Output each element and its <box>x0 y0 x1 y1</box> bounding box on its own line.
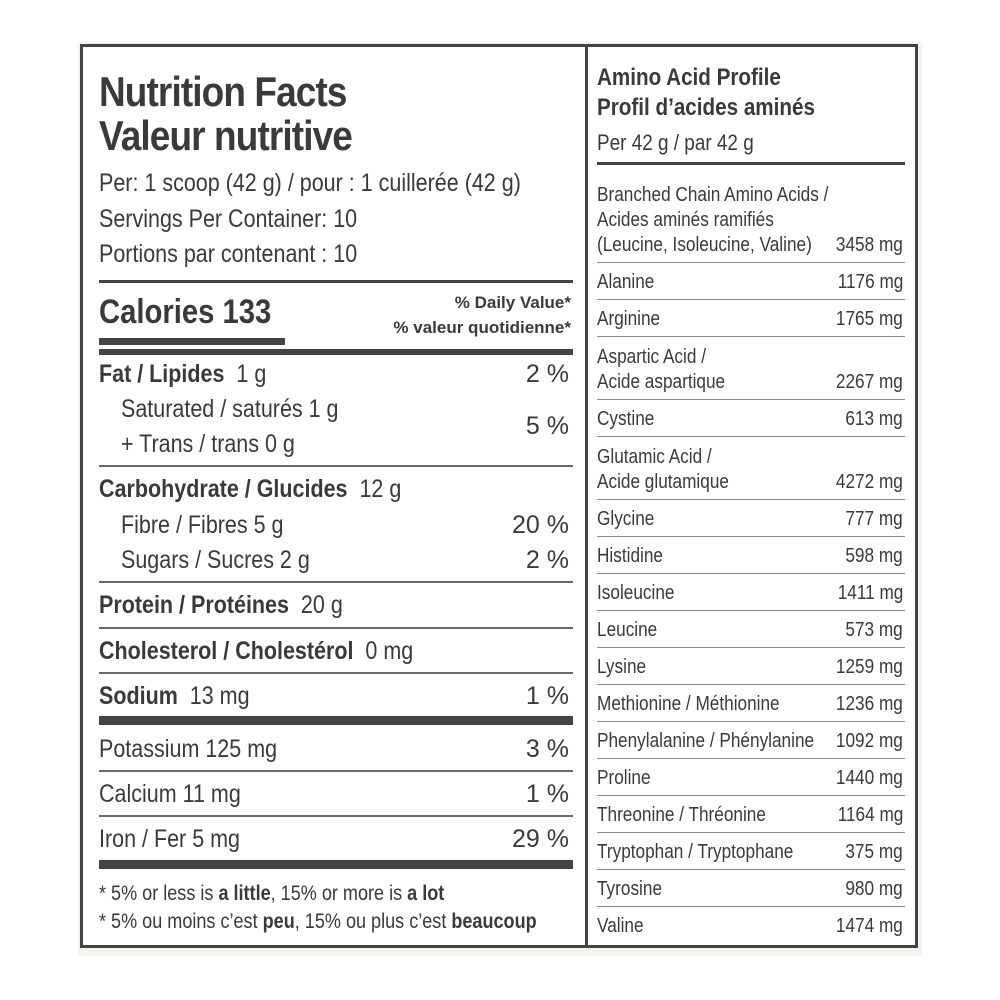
amino-value: 1259 mg <box>836 656 903 678</box>
amino-name: Alanine <box>597 271 655 293</box>
servings-fr: Portions par contenant : 10 <box>99 240 358 268</box>
amino-value: 375 mg <box>845 841 903 863</box>
divider <box>99 770 573 772</box>
title-fr: Valeur nutritive <box>99 112 352 159</box>
amino-row <box>597 536 905 573</box>
amino-value: 980 mg <box>845 878 903 900</box>
amino-name: Glutamic Acid / Acide glutamique <box>597 446 729 493</box>
amino-value: 573 mg <box>845 619 903 641</box>
amino-name: Arginine <box>597 308 661 330</box>
divider <box>99 581 573 583</box>
amino-row <box>597 832 905 869</box>
servings-en: Servings Per Container: 10 <box>99 205 358 233</box>
calories: Calories 133 <box>99 293 272 331</box>
amino-value: 1765 mg <box>836 308 903 330</box>
amino-row <box>597 165 905 262</box>
daily-value-en: % Daily Value* <box>454 293 571 312</box>
nutrition-facts-panel <box>99 47 575 945</box>
amino-name: Phenylalanine / Phénylanine <box>597 730 815 752</box>
amino-name: Histidine <box>597 545 663 567</box>
carbohydrate-row: Carbohydrate / Glucides 12 g <box>99 475 402 503</box>
divider <box>99 465 573 467</box>
divider <box>99 672 573 674</box>
title-en: Nutrition Facts <box>99 68 347 115</box>
amino-name: Methionine / Méthionine <box>597 693 780 715</box>
amino-value: 3458 mg <box>836 234 903 256</box>
divider <box>99 627 573 629</box>
amino-row <box>597 399 905 436</box>
amino-row <box>597 647 905 684</box>
amino-row <box>597 610 905 647</box>
divider-thick <box>99 349 573 355</box>
amino-title-en: Amino Acid Profile <box>597 64 781 91</box>
amino-value: 2267 mg <box>836 371 903 393</box>
saturated-row: Saturated / saturés 1 g <box>121 395 339 423</box>
amino-row <box>597 869 905 906</box>
calories-underline <box>99 338 285 345</box>
divider-thick <box>99 716 573 725</box>
serving-size: Per: 1 scoop (42 g) / pour : 1 cuillerée (42 g) <box>99 169 521 197</box>
footnote-fr: * 5% ou moins c’est peu, 15% ou plus c’est beaucoup <box>99 910 537 933</box>
divider <box>99 280 573 283</box>
amino-name: Proline <box>597 767 651 789</box>
amino-row <box>597 299 905 336</box>
amino-row <box>597 721 905 758</box>
amino-value: 1440 mg <box>836 767 903 789</box>
amino-value: 1411 mg <box>837 582 903 604</box>
amino-name: Glycine <box>597 508 655 530</box>
sodium-row: Sodium 13 mg 1 % <box>99 682 569 710</box>
amino-row <box>597 262 905 299</box>
amino-name: Tryptophan / Tryptophane <box>597 841 794 863</box>
amino-value: 4272 mg <box>836 471 903 493</box>
amino-value: 1176 mg <box>837 271 903 293</box>
daily-value-fr: % valeur quotidienne* <box>393 318 571 337</box>
amino-name: Isoleucine <box>597 582 675 604</box>
amino-title-fr: Profil d’acides aminés <box>597 94 815 121</box>
sat-trans-pct: 5 % <box>525 412 569 440</box>
amino-name: Lysine <box>597 656 647 678</box>
amino-serving: Per 42 g / par 42 g <box>597 130 754 155</box>
sugars-row: Sugars / Sucres 2 g 2 % <box>121 546 569 574</box>
amino-value: 613 mg <box>845 408 903 430</box>
cholesterol-row: Cholesterol / Cholestérol 0 mg <box>99 637 414 665</box>
amino-row <box>597 758 905 795</box>
iron-row: Iron / Fer 5 mg 29 % <box>99 825 569 853</box>
amino-name: Aspartic Acid / Acide aspartique <box>597 346 726 393</box>
amino-row <box>597 906 905 943</box>
amino-row <box>597 684 905 721</box>
amino-name: Cystine <box>597 408 655 430</box>
amino-row <box>597 795 905 832</box>
column-divider <box>585 47 588 945</box>
amino-name: Leucine <box>597 619 658 641</box>
divider-thick <box>99 860 573 869</box>
amino-name: Threonine / Thréonine <box>597 804 766 826</box>
trans-row: + Trans / trans 0 g <box>121 430 295 458</box>
calcium-row: Calcium 11 mg 1 % <box>99 780 569 808</box>
fat-row: Fat / Lipides 1 g 2 % <box>99 360 569 388</box>
amino-acid-panel <box>597 47 907 945</box>
amino-row <box>597 499 905 536</box>
amino-value: 1092 mg <box>836 730 903 752</box>
amino-value: 777 mg <box>845 508 903 530</box>
footnote-en: * 5% or less is a little, 15% or more is a lot <box>99 882 445 905</box>
amino-row <box>597 436 905 499</box>
amino-row <box>597 573 905 610</box>
amino-name: Tyrosine <box>597 878 663 900</box>
amino-row <box>597 336 905 399</box>
divider <box>99 815 573 817</box>
potassium-row: Potassium 125 mg 3 % <box>99 735 569 763</box>
amino-name: Valine <box>597 915 644 937</box>
amino-value: 1236 mg <box>836 693 903 715</box>
amino-name: Branched Chain Amino Acids / Acides aminés ramifiés (Leucine, Isoleucine, Valine) <box>597 184 829 256</box>
amino-value: 1164 mg <box>837 804 903 826</box>
amino-value: 1474 mg <box>836 915 903 937</box>
protein-row: Protein / Protéines 20 g <box>99 591 343 619</box>
fibre-row: Fibre / Fibres 5 g 20 % <box>121 511 569 539</box>
nutrition-label <box>80 44 918 948</box>
amino-value: 598 mg <box>845 545 903 567</box>
